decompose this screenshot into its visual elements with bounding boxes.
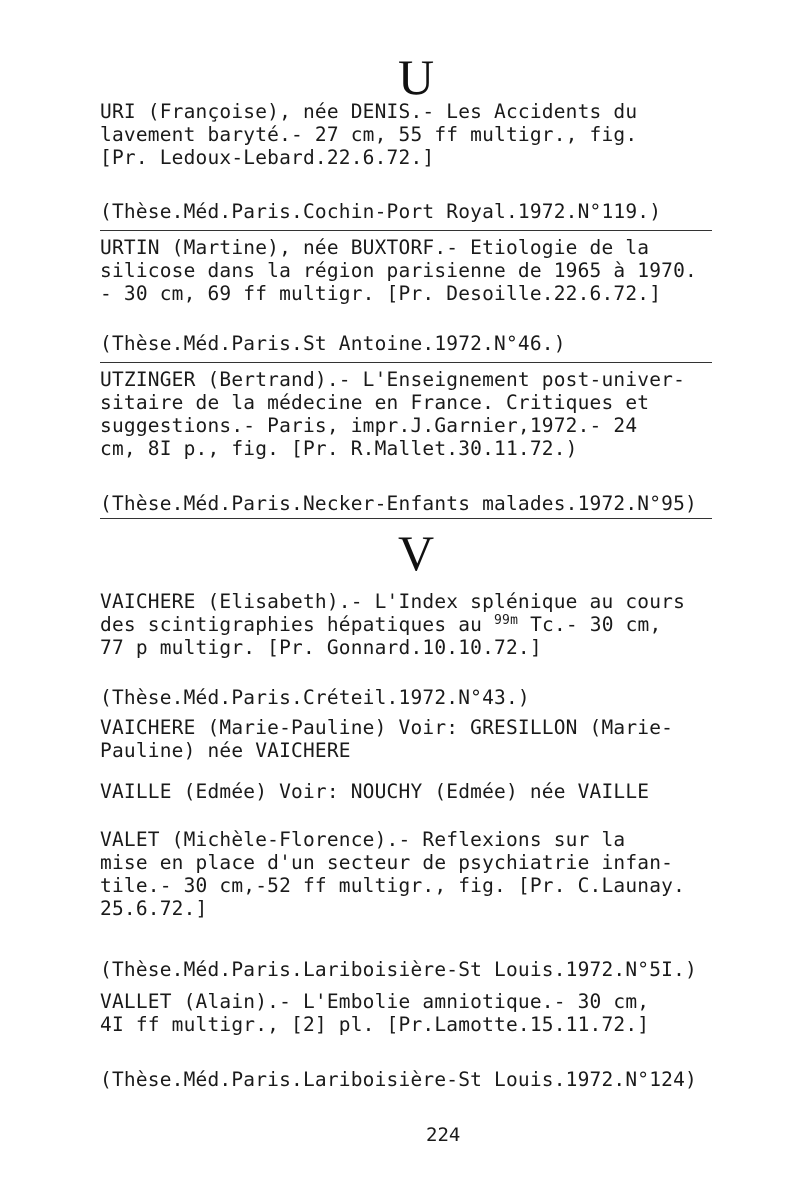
entry-line: VALLET (Alain).- L'Embolie amniotique.- 30 cm, — [100, 990, 650, 1013]
entry-line: silicose dans la région parisienne de 1965 à 1970. — [100, 259, 697, 282]
entry-line-text: des scintigraphies hépatiques au — [100, 613, 495, 636]
isotope-superscript: 99m — [494, 613, 519, 628]
entry-valet — [100, 828, 720, 920]
page-number: 224 — [426, 1124, 461, 1146]
entry-reference: (Thèse.Méd.Paris.Necker-Enfants malades.1972.N°95) — [100, 492, 697, 515]
entry-vaille — [100, 780, 720, 803]
section-letter-v: V — [398, 525, 435, 581]
entry-utzinger — [100, 368, 720, 460]
entry-line: VAICHERE (Elisabeth).- L'Index splénique au cours — [100, 590, 686, 613]
section-letter-u: U — [398, 49, 435, 105]
entry-line: Pauline) née VAICHERE — [100, 739, 351, 762]
entry-vaichere-elisabeth — [100, 590, 720, 659]
entry-line: - 30 cm, 69 ff multigr. [Pr. Desoille.22.6.72.] — [100, 282, 662, 305]
entry-line: [Pr. Ledoux-Lebard.22.6.72.] — [100, 146, 435, 169]
entry-uri — [100, 100, 720, 169]
entry-line: lavement baryté.- 27 cm, 55 ff multigr., fig. — [100, 123, 638, 146]
entry-line: mise en place d'un secteur de psychiatrie infan- — [100, 851, 674, 874]
entry-line-text: Tc.- 30 cm, — [518, 613, 662, 636]
divider — [100, 518, 712, 519]
entry-urtin — [100, 236, 720, 305]
entry-line: 4I ff multigr., [2] pl. [Pr.Lamotte.15.11.72.] — [100, 1013, 650, 1036]
entry-vallet — [100, 990, 720, 1036]
entry-line: 25.6.72.] — [100, 897, 208, 920]
entry-line: UTZINGER (Bertrand).- L'Enseignement post-univer- — [100, 368, 686, 391]
entry-line: URTIN (Martine), née BUXTORF.- Etiologie de la — [100, 236, 650, 259]
divider — [100, 230, 712, 231]
entry-reference: (Thèse.Méd.Paris.Lariboisière-St Louis.1972.N°124) — [100, 1068, 697, 1091]
entry-line: sitaire de la médecine en France. Critiques et — [100, 391, 650, 414]
entry-line: suggestions.- Paris, impr.J.Garnier,1972.- 24 — [100, 414, 638, 437]
entry-line: cm, 8I p., fig. [Pr. R.Mallet.30.11.72.) — [100, 437, 578, 460]
entry-reference: (Thèse.Méd.Paris.Créteil.1972.N°43.) — [100, 686, 530, 709]
entry-reference: (Thèse.Méd.Paris.Cochin-Port Royal.1972.N°119.) — [100, 200, 662, 223]
entry-line: 77 p multigr. [Pr. Gonnard.10.10.72.] — [100, 636, 542, 659]
entry-line: URI (Françoise), née DENIS.- Les Accidents du — [100, 100, 638, 123]
entry-line: VAICHERE (Marie-Pauline) Voir: GRESILLON (Marie- — [100, 716, 674, 739]
entry-reference: (Thèse.Méd.Paris.Lariboisière-St Louis.1972.N°5I.) — [100, 958, 697, 981]
divider — [100, 362, 712, 363]
entry-line: VAILLE (Edmée) Voir: NOUCHY (Edmée) née VAILLE — [100, 780, 650, 803]
entry-vaichere-marie-pauline — [100, 716, 720, 762]
entry-line: tile.- 30 cm,-52 ff multigr., fig. [Pr. C.Launay. — [100, 874, 686, 897]
entry-reference: (Thèse.Méd.Paris.St Antoine.1972.N°46.) — [100, 332, 566, 355]
entry-line: VALET (Michèle-Florence).- Reflexions sur la — [100, 828, 626, 851]
entry-line — [100, 613, 720, 636]
